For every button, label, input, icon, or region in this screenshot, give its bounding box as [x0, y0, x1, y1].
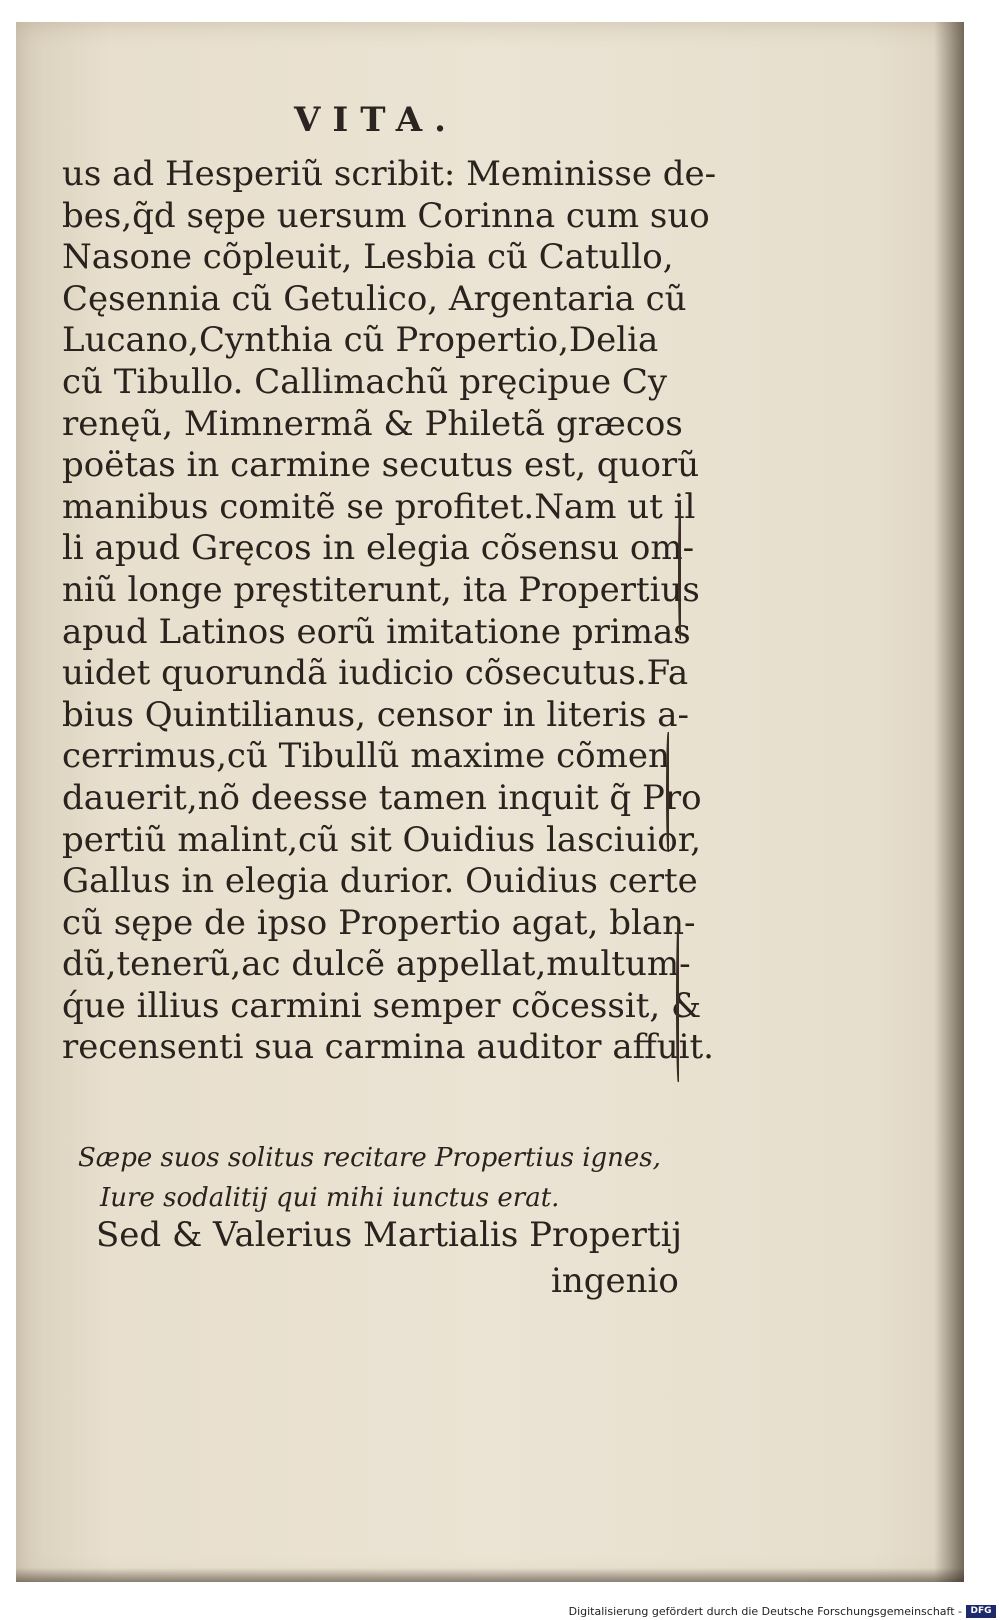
verse-quotation — [78, 1138, 661, 1218]
dfg-logo: DFG — [966, 1605, 996, 1618]
running-head: VITA. — [294, 100, 458, 140]
text-line: manibus comitẽ se profitet.Nam ut il — [62, 486, 696, 527]
text-line: cũ sępe de ipso Propertio agat, blan- — [62, 902, 696, 943]
catchword: ingenio — [551, 1261, 679, 1301]
text-line: cerrimus,cũ Tibullũ maxime cõmen — [62, 736, 670, 777]
text-line: poëtas in carmine secutus est, quorũ — [62, 445, 700, 486]
text-line: bes,q̃d sępe uersum Corinna cum suo — [62, 195, 710, 236]
text-line: niũ longe pręstiterunt, ita Propertius — [62, 569, 700, 610]
body-text — [62, 154, 717, 1069]
text-line: cũ Tibullo. Callimachũ pręcipue Cy — [62, 361, 668, 402]
text-line: pertiũ malint,cũ sit Ouidius lasciuior, — [62, 819, 702, 860]
closing-line: Sed & Valerius Martialis Propertij — [96, 1215, 683, 1255]
verse-line: Iure sodalitij qui mihi iunctus erat. — [100, 1183, 560, 1213]
digitization-credit: Digitalisierung gefördert durch die Deutsche Forschungsgemeinschaft - — [568, 1605, 962, 1618]
verse-line: Sæpe suos solitus recitare Propertius ignes, — [78, 1143, 661, 1173]
text-line: dauerit,nõ deesse tamen inquit q̃ Pro — [62, 777, 702, 818]
text-line: dũ,tenerũ,ac dulcẽ appellat,multum- — [62, 944, 691, 985]
text-line: Gallus in elegia durior. Ouidius certe — [62, 861, 698, 902]
margin-bracket-mark — [666, 732, 669, 852]
page-edge-shadow-bottom — [16, 1568, 964, 1582]
book-page — [16, 22, 964, 1582]
text-line: li apud Gręcos in elegia cõsensu om- — [62, 528, 695, 569]
text-line: us ad Hesperiũ scribit: Meminisse de- — [62, 154, 717, 194]
text-line: Lucano,Cynthia cũ Propertio,Delia — [62, 320, 659, 361]
text-line: Nasone cõpleuit, Lesbia cũ Catullo, — [62, 237, 674, 278]
text-line: q́ue illius carmini semper cõcessit, & — [62, 985, 702, 1026]
text-line: bius Quintilianus, censor in literis a- — [62, 694, 690, 735]
text-line: Cęsennia cũ Getulico, Argentaria cũ — [62, 278, 687, 319]
text-line: apud Latinos eorũ imitatione primas — [62, 611, 691, 652]
text-line: uidet quorundã iudicio cõsecutus.Fa — [62, 653, 689, 694]
page-edge-shadow-right — [934, 22, 964, 1582]
margin-bracket-mark — [678, 500, 681, 640]
margin-bracket-mark — [676, 922, 679, 1082]
text-line: recensenti sua carmina auditor affuit. — [62, 1027, 714, 1068]
text-line: renęũ, Mimnermã & Philetã grӕcos — [62, 403, 683, 444]
